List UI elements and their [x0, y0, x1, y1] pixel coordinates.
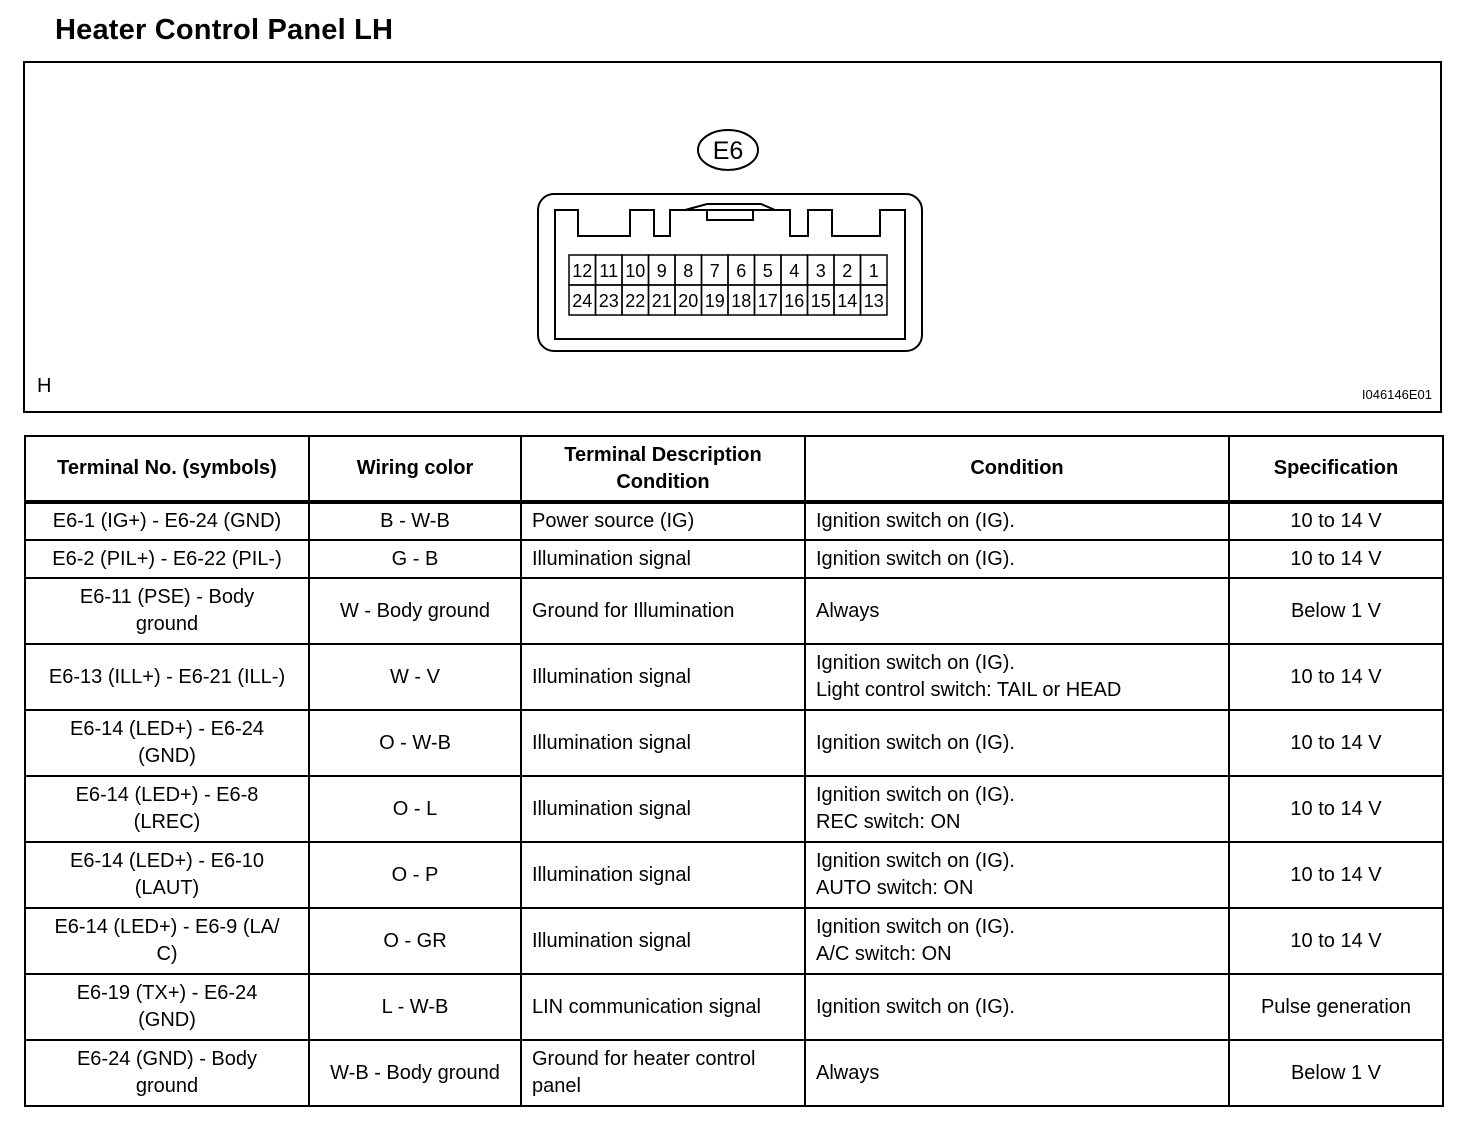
cell-wiring: O - P [309, 842, 521, 908]
terminal-spec-table [24, 435, 1444, 1107]
pin-number: 11 [599, 261, 619, 281]
cell-condition-line: Always [816, 1061, 880, 1084]
cell-condition-line: Always [816, 599, 880, 622]
table-row [25, 1040, 1443, 1106]
header-description-line1: Terminal Description [564, 443, 762, 466]
cell-specification: 10 to 14 V [1229, 540, 1443, 578]
cell-wiring: O - W-B [309, 710, 521, 776]
cell-description-line: Power source (IG) [532, 510, 695, 532]
cell-description [521, 578, 805, 644]
cell-condition-line: Ignition switch on (IG). [816, 731, 1015, 754]
pin-number: 4 [789, 261, 800, 281]
cell-description [521, 644, 805, 710]
cell-specification: 10 to 14 V [1229, 710, 1443, 776]
cell-condition [805, 842, 1229, 908]
cell-description-line: Illumination signal [532, 929, 691, 952]
cell-wiring: L - W-B [309, 974, 521, 1040]
cell-description [521, 776, 805, 842]
cell-condition-line: Ignition switch on (IG). [816, 652, 1015, 674]
connector-diagram [23, 61, 1442, 413]
cell-terminal [25, 908, 309, 974]
cell-condition [805, 776, 1229, 842]
cell-condition [805, 578, 1229, 644]
cell-condition-line: Ignition switch on (IG). [816, 547, 1015, 570]
cell-wiring: W - V [309, 644, 521, 710]
pin-number: 20 [678, 291, 699, 311]
cell-condition-line: Ignition switch on (IG). [816, 510, 1015, 532]
cell-condition [805, 502, 1229, 540]
header-description [521, 436, 805, 502]
header-terminal: Terminal No. (symbols) [25, 436, 309, 502]
cell-description [521, 540, 805, 578]
cell-specification: 10 to 14 V [1229, 776, 1443, 842]
cell-description-line: Ground for Illumination [532, 599, 735, 622]
pin-grid [569, 255, 887, 315]
cell-terminal-line: (GND) [138, 745, 196, 767]
cell-specification: 10 to 14 V [1229, 908, 1443, 974]
cell-description [521, 908, 805, 974]
cell-terminal [25, 578, 309, 644]
pin-number: 17 [757, 291, 778, 311]
pin-number: 13 [863, 291, 884, 311]
cell-condition [805, 540, 1229, 578]
table-row [25, 578, 1443, 644]
table-body [25, 502, 1443, 1106]
cell-specification: Below 1 V [1229, 578, 1443, 644]
cell-terminal-line: E6-24 (GND) - Body [76, 1048, 258, 1070]
cell-description [521, 1040, 805, 1106]
cell-description-line: LIN communication signal [532, 995, 761, 1018]
cell-terminal-line: E6-14 (LED+) - E6-10 [70, 850, 264, 872]
cell-terminal-line: E6-11 (PSE) - Body [79, 586, 255, 608]
connector-label: E6 [712, 137, 744, 165]
cell-condition-line: Ignition switch on (IG). [816, 784, 1015, 806]
cell-condition-line: Ignition switch on (IG). [816, 850, 1015, 872]
table-row [25, 908, 1443, 974]
cell-condition [805, 644, 1229, 710]
pin-number: 22 [625, 291, 646, 311]
cell-terminal-line: (LAUT) [134, 877, 200, 899]
connector-lock-slot [707, 210, 753, 220]
cell-terminal-line: E6-13 (ILL+) - E6-21 (ILL-) [48, 665, 286, 688]
header-condition: Condition [805, 436, 1229, 502]
cell-description-line: Illumination signal [532, 797, 691, 820]
cell-terminal [25, 710, 309, 776]
table-row [25, 842, 1443, 908]
pin-number: 7 [709, 261, 720, 281]
pin-number: 24 [572, 291, 593, 311]
pin-number: 14 [837, 291, 858, 311]
header-description-line2: Condition [616, 470, 710, 493]
cell-terminal-line: (LREC) [133, 811, 201, 833]
pin-number: 19 [704, 291, 725, 311]
cell-condition [805, 974, 1229, 1040]
cell-description-line: Illumination signal [532, 665, 691, 688]
cell-description [521, 974, 805, 1040]
pin-number: 5 [762, 261, 773, 281]
cell-terminal-line: ground [135, 613, 199, 635]
cell-condition-line: REC switch: ON [816, 811, 961, 833]
cell-description [521, 502, 805, 540]
cell-specification: Pulse generation [1229, 974, 1443, 1040]
cell-description-line: Illumination signal [532, 731, 691, 754]
cell-condition-line: Light control switch: TAIL or HEAD [816, 679, 1122, 701]
cell-wiring: W-B - Body ground [309, 1040, 521, 1106]
header-specification: Specification [1229, 436, 1443, 502]
cell-specification: 10 to 14 V [1229, 644, 1443, 710]
cell-description-line: Illumination signal [532, 547, 691, 570]
cell-condition [805, 908, 1229, 974]
cell-terminal-line: E6-2 (PIL+) - E6-22 (PIL-) [52, 547, 282, 570]
cell-terminal [25, 644, 309, 710]
cell-condition [805, 710, 1229, 776]
cell-wiring: B - W-B [309, 502, 521, 540]
cell-condition-line: Ignition switch on (IG). [816, 995, 1015, 1018]
cell-terminal-line: E6-14 (LED+) - E6-8 [75, 784, 259, 806]
cell-specification: Below 1 V [1229, 1040, 1443, 1106]
pin-number: 1 [868, 261, 879, 281]
cell-description [521, 710, 805, 776]
table-row [25, 540, 1443, 578]
pin-number: 21 [651, 291, 672, 311]
pin-number: 10 [625, 261, 646, 281]
pin-number: 8 [683, 261, 694, 281]
page-title: Heater Control Panel LH [55, 14, 394, 46]
cell-wiring: G - B [309, 540, 521, 578]
cell-condition [805, 1040, 1229, 1106]
cell-terminal [25, 776, 309, 842]
pin-number: 6 [736, 261, 747, 281]
cell-terminal [25, 974, 309, 1040]
table-row [25, 710, 1443, 776]
cell-wiring: W - Body ground [309, 578, 521, 644]
pin-number: 16 [784, 291, 805, 311]
corner-label: H [37, 375, 52, 397]
pin-number: 23 [598, 291, 619, 311]
cell-condition-line: Ignition switch on (IG). [816, 916, 1015, 938]
header-wiring: Wiring color [309, 436, 521, 502]
pin-number: 15 [810, 291, 831, 311]
cell-description-line: panel [532, 1075, 581, 1097]
cell-description [521, 842, 805, 908]
cell-terminal-line: (GND) [138, 1009, 196, 1031]
cell-terminal-line: E6-1 (IG+) - E6-24 (GND) [52, 510, 282, 532]
cell-description-line: Illumination signal [532, 863, 691, 886]
cell-terminal-line: C) [156, 943, 178, 965]
cell-condition-line: A/C switch: ON [816, 943, 952, 965]
cell-specification: 10 to 14 V [1229, 502, 1443, 540]
table-header-row [25, 436, 1443, 502]
cell-terminal [25, 540, 309, 578]
pin-number: 18 [731, 291, 752, 311]
table-row [25, 974, 1443, 1040]
table-row [25, 502, 1443, 540]
pin-number: 2 [842, 261, 853, 281]
figure-id: I046146E01 [1361, 387, 1432, 402]
cell-specification: 10 to 14 V [1229, 842, 1443, 908]
cell-wiring: O - L [309, 776, 521, 842]
cell-terminal-line: E6-14 (LED+) - E6-9 (LA/ [54, 916, 280, 938]
cell-terminal-line: E6-14 (LED+) - E6-24 [70, 718, 264, 740]
cell-terminal [25, 1040, 309, 1106]
cell-wiring: O - GR [309, 908, 521, 974]
cell-terminal [25, 502, 309, 540]
pin-number: 3 [815, 261, 826, 281]
table-row [25, 776, 1443, 842]
table-row [25, 644, 1443, 710]
cell-condition-line: AUTO switch: ON [816, 877, 974, 899]
cell-terminal-line: ground [135, 1075, 199, 1097]
cell-terminal-line: E6-19 (TX+) - E6-24 [76, 982, 258, 1004]
cell-terminal [25, 842, 309, 908]
connector-drawing [25, 63, 1444, 415]
pin-number: 9 [656, 261, 667, 281]
cell-description-line: Ground for heater control [532, 1048, 756, 1070]
pin-number: 12 [572, 261, 593, 281]
